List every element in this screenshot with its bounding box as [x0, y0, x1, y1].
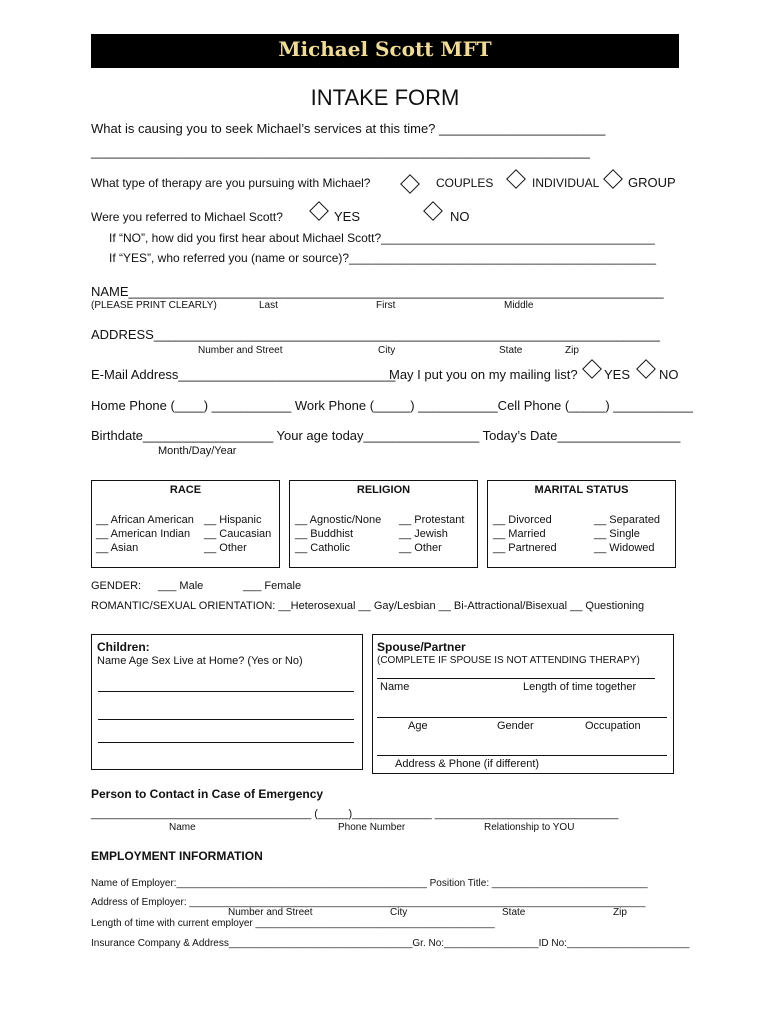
- race-option[interactable]: __ Hispanic: [204, 514, 262, 526]
- group-label: GROUP: [628, 175, 676, 190]
- emergency-name-label: Name: [169, 822, 196, 833]
- employer-fields[interactable]: Name of Employer:_____________________________________________ Position Title: ____________________________: [91, 878, 648, 889]
- marital-option[interactable]: __ Separated: [594, 514, 661, 526]
- race-option[interactable]: __ Caucasian: [204, 528, 272, 540]
- spouse-address-label: Address & Phone (if different): [395, 758, 540, 770]
- individual-checkbox[interactable]: [506, 169, 526, 189]
- religion-option[interactable]: __ Catholic: [295, 542, 351, 554]
- address-field[interactable]: ADDRESS______________________________________________________________________: [91, 327, 660, 342]
- religion-option[interactable]: __ Buddhist: [295, 528, 354, 540]
- referred-no-label: NO: [450, 209, 470, 224]
- spouse-name-label: Name: [380, 681, 410, 693]
- employer-city-label: City: [390, 907, 408, 918]
- individual-label: INDIVIDUAL: [532, 176, 600, 190]
- religion-box: [289, 480, 478, 568]
- orientation-options[interactable]: ROMANTIC/SEXUAL ORIENTATION: __Heterosexual __ Gay/Lesbian __ Bi-Attractional/Bisexual __ Questioning: [91, 600, 645, 612]
- marital-header: MARITAL STATUS: [534, 484, 629, 496]
- birthdate-hint: Month/Day/Year: [158, 445, 237, 457]
- mailing-list-question: May I put you on my mailing list?: [389, 367, 578, 382]
- name-print-hint: (PLEASE PRINT CLEARLY): [91, 300, 217, 311]
- race-option[interactable]: __ Other: [204, 542, 247, 554]
- emergency-relationship-label: Relationship to YOU: [484, 822, 575, 833]
- mailing-no-label: NO: [659, 367, 679, 382]
- address-zip-label: Zip: [565, 345, 579, 356]
- religion-option[interactable]: __ Protestant: [399, 514, 465, 526]
- child-entry-line[interactable]: [98, 691, 354, 692]
- spouse-gender-label: Gender: [497, 720, 534, 732]
- address-state-label: State: [499, 345, 523, 356]
- race-option[interactable]: __ Asian: [96, 542, 139, 554]
- email-field[interactable]: E-Mail Address______________________________: [91, 367, 396, 382]
- gender-label: GENDER:: [91, 580, 142, 592]
- race-header: RACE: [169, 484, 202, 496]
- referred-question: Were you referred to Michael Scott?: [91, 210, 283, 224]
- race-col-2: [204, 513, 271, 555]
- spouse-partner-box: [372, 634, 674, 774]
- emergency-fields[interactable]: ____________________________________ (_____)_____________ ______________________________: [91, 808, 619, 820]
- referred-yes-label: YES: [334, 209, 361, 224]
- mailing-yes-label: YES: [604, 367, 631, 382]
- group-checkbox[interactable]: [603, 169, 623, 189]
- name-field[interactable]: NAME__________________________________________________________________________: [91, 284, 664, 299]
- cause-line-2[interactable]: _____________________________________________________________________: [91, 144, 590, 159]
- name-last-label: Last: [259, 300, 278, 311]
- mailing-no-checkbox[interactable]: [636, 359, 656, 379]
- employer-zip-label: Zip: [613, 907, 627, 918]
- children-columns: Name Age Sex Live at Home? (Yes or No): [97, 655, 303, 667]
- therapy-question: What type of therapy are you pursuing with Michael?: [91, 176, 371, 190]
- spouse-title: Spouse/Partner: [377, 640, 466, 654]
- spouse-age-label: Age: [408, 720, 428, 732]
- child-entry-line[interactable]: [98, 719, 354, 720]
- marital-col-2: [594, 513, 660, 555]
- religion-col-2: [399, 513, 464, 555]
- marital-col-1: [493, 513, 557, 555]
- couples-label: COUPLES: [436, 176, 494, 190]
- race-option[interactable]: __ American Indian: [96, 528, 191, 540]
- cause-question[interactable]: What is causing you to seek Michael’s services at this time? _______________________: [91, 121, 606, 136]
- if-yes-field[interactable]: If “YES”, who referred you (name or source)?______________________________________________: [109, 251, 657, 265]
- referred-no-checkbox[interactable]: [423, 201, 443, 221]
- spouse-length-label: Length of time together: [523, 681, 637, 693]
- child-entry-line[interactable]: [98, 742, 354, 743]
- marital-option[interactable]: __ Widowed: [594, 542, 655, 554]
- religion-header: RELIGION: [356, 484, 411, 496]
- emergency-phone-label: Phone Number: [338, 822, 406, 833]
- address-street-label: Number and Street: [198, 345, 283, 356]
- children-box: [91, 634, 363, 770]
- gender-male-option[interactable]: ___ Male: [158, 580, 204, 592]
- spouse-name-line[interactable]: [377, 678, 655, 679]
- phone-fields[interactable]: Home Phone (____) ___________ Work Phone (_____) ___________Cell Phone (_____) ___________: [91, 398, 693, 413]
- spouse-address-line[interactable]: [377, 755, 667, 756]
- religion-col-1: [295, 513, 381, 555]
- name-middle-label: Middle: [504, 300, 534, 311]
- race-option[interactable]: __ African American: [96, 514, 194, 526]
- gender-female-option[interactable]: ___ Female: [243, 580, 302, 592]
- employer-address-field[interactable]: Address of Employer: __________________________________________________________________________________: [91, 897, 646, 908]
- spouse-occupation-label: Occupation: [585, 720, 641, 732]
- couples-checkbox[interactable]: [400, 174, 420, 194]
- race-box: [91, 480, 280, 568]
- employment-length-field[interactable]: Length of time with current employer ___________________________________________: [91, 918, 495, 929]
- religion-option[interactable]: __ Agnostic/None: [295, 514, 382, 526]
- address-city-label: City: [378, 345, 396, 356]
- race-col-1: [96, 513, 194, 555]
- banner-title: Michael Scott MFT: [278, 37, 492, 61]
- form-title: INTAKE FORM: [310, 85, 460, 110]
- employer-street-label: Number and Street: [228, 907, 313, 918]
- marital-option[interactable]: __ Married: [493, 528, 546, 540]
- referred-yes-checkbox[interactable]: [309, 201, 329, 221]
- religion-option[interactable]: __ Other: [399, 542, 442, 554]
- name-first-label: First: [376, 300, 396, 311]
- employer-state-label: State: [502, 907, 526, 918]
- emergency-title: Person to Contact in Case of Emergency: [91, 787, 324, 801]
- marital-option[interactable]: __ Partnered: [493, 542, 557, 554]
- religion-option[interactable]: __ Jewish: [399, 528, 448, 540]
- employment-title: EMPLOYMENT INFORMATION: [91, 849, 263, 863]
- insurance-fields[interactable]: Insurance Company & Address_________________________________Gr. No:_________________ID No:______________________: [91, 938, 690, 949]
- spouse-note: (COMPLETE IF SPOUSE IS NOT ATTENDING THERAPY): [377, 655, 640, 666]
- mailing-yes-checkbox[interactable]: [582, 359, 602, 379]
- marital-option[interactable]: __ Single: [594, 528, 640, 540]
- header-banner: [91, 34, 679, 68]
- if-no-field[interactable]: If “NO”, how did you first hear about Michael Scott?_________________________________________: [109, 231, 655, 245]
- marital-option[interactable]: __ Divorced: [493, 514, 552, 526]
- marital-status-box: [487, 480, 676, 568]
- children-title: Children:: [97, 640, 150, 654]
- spouse-details-line[interactable]: [377, 717, 667, 718]
- birthdate-age-date-fields[interactable]: Birthdate__________________ Your age today________________ Today’s Date_________________: [91, 428, 681, 443]
